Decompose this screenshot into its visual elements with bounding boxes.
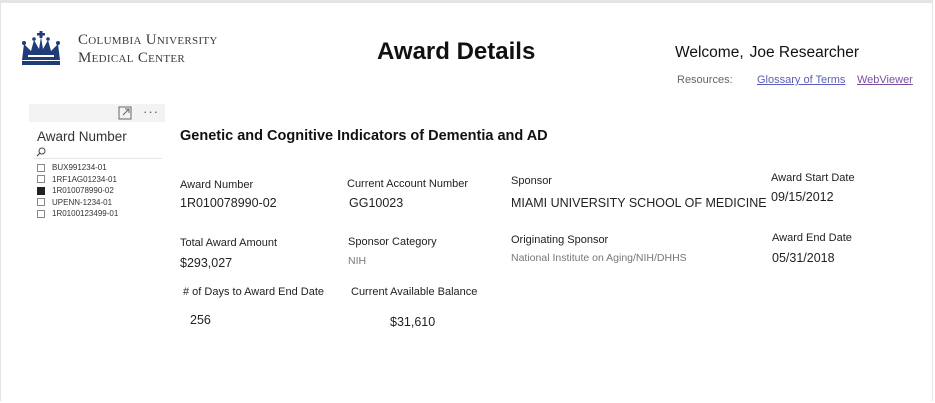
slicer-item-label: 1RF1AG01234-01 bbox=[52, 174, 117, 184]
total-amount-value: $293,027 bbox=[180, 256, 233, 270]
end-date-label: Award End Date bbox=[772, 232, 852, 244]
logo-line-1 bbox=[78, 31, 218, 49]
slicer-item[interactable] bbox=[37, 162, 118, 174]
focus-mode-icon[interactable] bbox=[118, 106, 132, 120]
total-amount-label: Total Award Amount bbox=[180, 237, 278, 249]
checkbox-checked[interactable] bbox=[37, 187, 45, 195]
slicer-item-label: 1R0100123499-01 bbox=[52, 209, 119, 219]
webviewer-link[interactable]: WebViewer bbox=[857, 74, 913, 86]
checkbox[interactable] bbox=[37, 175, 45, 183]
slicer-search[interactable] bbox=[34, 146, 162, 159]
slicer-item-label: UPENN-1234-01 bbox=[52, 197, 113, 207]
user-name: Joe Researcher bbox=[749, 44, 860, 61]
award-number-value: 1R010078990-02 bbox=[180, 196, 277, 210]
page-title: Award Details bbox=[377, 38, 536, 65]
originating-sponsor-label: Originating Sponsor bbox=[511, 234, 609, 246]
slicer-item-label: BUX991234-01 bbox=[52, 163, 107, 173]
current-account-value: GG10023 bbox=[349, 196, 404, 210]
resources-label: Resources: bbox=[677, 74, 733, 86]
originating-sponsor-value: National Institute on Aging/NIH/DHHS bbox=[511, 252, 687, 264]
award-number-label: Award Number bbox=[180, 179, 254, 191]
checkbox[interactable] bbox=[37, 164, 45, 172]
more-options-icon[interactable]: ··· bbox=[143, 104, 159, 119]
crown-icon bbox=[20, 31, 62, 67]
sponsor-value: MIAMI UNIVERSITY SCHOOL OF MEDICINE bbox=[511, 196, 767, 210]
end-date-value: 05/31/2018 bbox=[772, 251, 835, 265]
slicer-item[interactable] bbox=[37, 185, 118, 197]
glossary-link[interactable]: Glossary of Terms bbox=[757, 74, 846, 86]
sponsor-label: Sponsor bbox=[511, 175, 552, 187]
slicer-title: Award Number bbox=[37, 129, 127, 144]
slicer-item[interactable] bbox=[37, 208, 118, 220]
start-date-label: Award Start Date bbox=[771, 172, 855, 184]
sponsor-category-value: NIH bbox=[348, 255, 367, 267]
welcome-text bbox=[675, 44, 859, 62]
checkbox[interactable] bbox=[37, 210, 45, 218]
slicer-item[interactable] bbox=[37, 197, 118, 209]
cumc-logo bbox=[20, 31, 218, 67]
search-icon bbox=[36, 147, 46, 157]
slicer-item-label: 1R010078990-02 bbox=[52, 186, 114, 196]
available-balance-value: $31,610 bbox=[390, 315, 436, 329]
award-name: Genetic and Cognitive Indicators of Dementia and AD bbox=[180, 128, 548, 144]
slicer-item[interactable] bbox=[37, 174, 118, 186]
logo-text-line2: Medical Center bbox=[78, 50, 186, 66]
days-to-end-value: 256 bbox=[190, 313, 211, 327]
logo-line-2 bbox=[78, 49, 218, 67]
current-account-label: Current Account Number bbox=[347, 178, 469, 190]
checkbox[interactable] bbox=[37, 198, 45, 206]
sponsor-category-label: Sponsor Category bbox=[348, 236, 437, 248]
start-date-value: 09/15/2012 bbox=[771, 190, 834, 204]
available-balance-label: Current Available Balance bbox=[351, 286, 478, 298]
logo-text-line1: Columbia University bbox=[78, 32, 218, 48]
welcome-label: Welcome, bbox=[675, 44, 744, 61]
logo-wordmark bbox=[78, 31, 218, 67]
days-to-end-label: # of Days to Award End Date bbox=[183, 286, 325, 298]
slicer-list bbox=[37, 162, 118, 220]
